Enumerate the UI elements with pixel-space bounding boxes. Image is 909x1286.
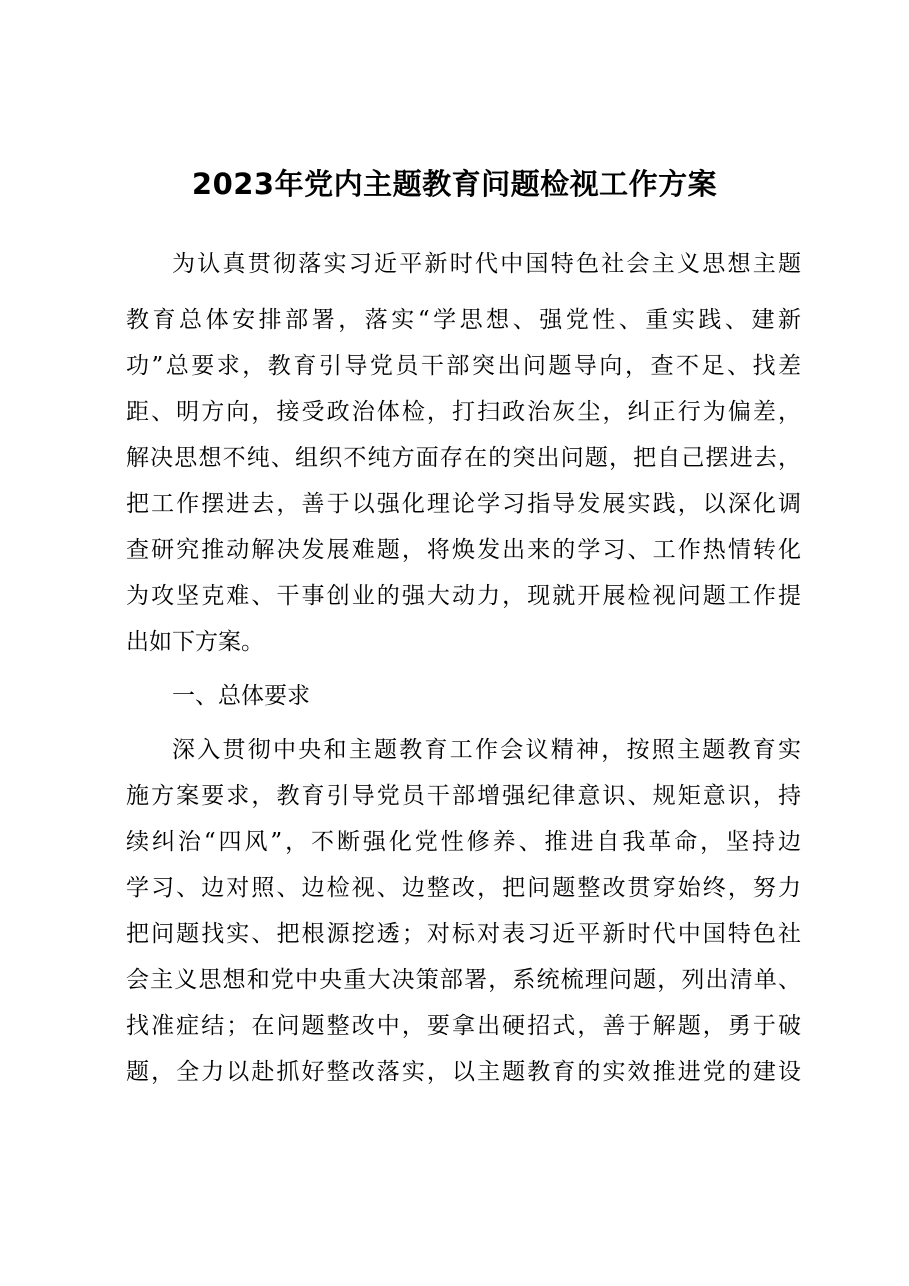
paragraph-line: 距、明方向，接受政治体检，打扫政治灰尘，纠正行为偏差， — [126, 399, 801, 425]
paragraph-line: 解决思想不纯、组织不纯方面存在的突出问题，把自己摆进去， — [126, 445, 801, 471]
paragraph-line: 为认真贯彻落实习近平新时代中国特色社会主义思想主题 — [172, 251, 801, 277]
paragraph-line: 出如下方案。 — [126, 629, 264, 655]
paragraph-line: 题，全力以赴抓好整改落实，以主题教育的实效推进党的建设 — [126, 1059, 801, 1085]
paragraph-line: 会主义思想和党中央重大决策部署，系统梳理问题，列出清单、 — [126, 967, 801, 993]
paragraph-line: 功”总要求，教育引导党员干部突出问题导向，查不足、找差 — [126, 353, 801, 379]
paragraph-line: 施方案要求，教育引导党员干部增强纪律意识、规矩意识，持 — [126, 783, 801, 809]
paragraph-line: 学习、边对照、边检视、边整改，把问题整改贯穿始终，努力 — [126, 875, 801, 901]
paragraph-line: 深入贯彻中央和主题教育工作会议精神，按照主题教育实 — [172, 737, 801, 763]
section-heading: 一、总体要求 — [172, 683, 310, 709]
document-title: 2023年党内主题教育问题检视工作方案 — [191, 167, 718, 201]
paragraph-line: 把问题找实、把根源挖透；对标对表习近平新时代中国特色社 — [126, 921, 801, 947]
paragraph-line: 为攻坚克难、干事创业的强大动力，现就开展检视问题工作提 — [126, 583, 801, 609]
paragraph-line: 续纠治“四风”，不断强化党性修养、推进自我革命，坚持边 — [126, 829, 801, 855]
paragraph-line: 教育总体安排部署，落实“学思想、强党性、重实践、建新 — [126, 307, 801, 333]
paragraph-line: 查研究推动解决发展难题，将焕发出来的学习、工作热情转化 — [126, 537, 801, 563]
paragraph-line: 找准症结；在问题整改中，要拿出硬招式，善于解题，勇于破 — [126, 1013, 801, 1039]
paragraph-line: 把工作摆进去，善于以强化理论学习指导发展实践，以深化调 — [126, 491, 801, 517]
